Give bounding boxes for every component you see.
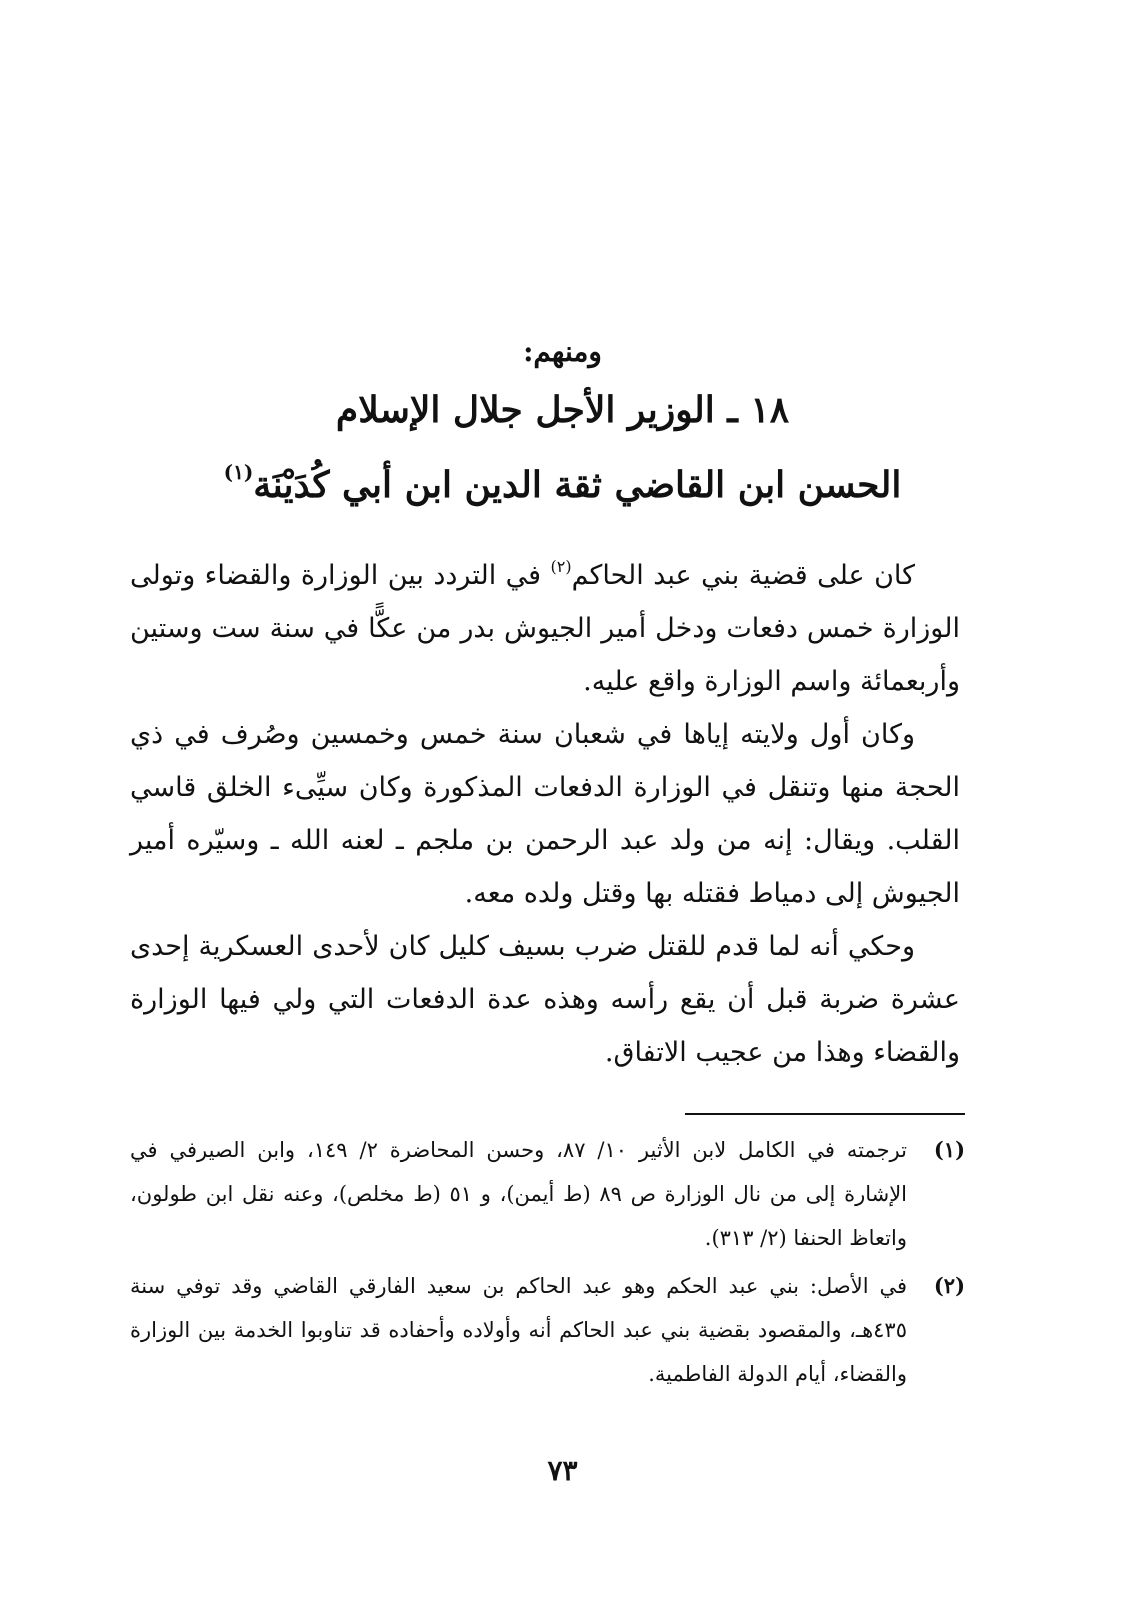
footnote-2 — [130, 1264, 965, 1396]
paragraph-2: وكان أول ولايته إياها في شعبان سنة خمس وخمسين وصُرف في ذي الحجة منها وتنقل في الوزارة الدفعات المذكورة وكان سيِّىء الخلق قاسي القلب. ويقال: إنه من ولد عبد الرحمن بن ملجم ـ لعنه الله ـ وسيّره أمير الجيوش إلى دمياط فقتله بها وقتل ولده معه. — [130, 719, 960, 909]
paragraph-3: وحكي أنه لما قدم للقتل ضرب بسيف كليل كان لأحدى العسكرية إحدى عشرة ضربة قبل أن يقع رأسه وهذه عدة الدفعات التي ولي فيها الوزارة والقضاء وهذا من عجيب الاتفاق. — [130, 931, 960, 1068]
footnote-ref-1: (١) — [223, 460, 254, 484]
paragraph-1-part-a: كان على قضية بني عبد الحاكم — [571, 560, 915, 591]
footnote-2-text: في الأصل: بني عبد الحكم وهو عبد الحاكم بن سعيد الفارقي القاضي وقد توفي سنة ٤٣٥هـ، والمقصود بقضية بني عبد الحاكم أنه وأولاده وأحفاده قد تناوبوا الخدمة بين الوزارة والقضاء، أيام الدولة الفاطمية. — [130, 1274, 907, 1386]
footnote-1 — [130, 1128, 965, 1260]
entry-subtitle — [0, 440, 1125, 517]
footnote-1-text: ترجمته في الكامل لابن الأثير ١٠/ ٨٧، وحسن المحاضرة ٢/ ١٤٩، وابن الصيرفي في الإشارة إلى من نال الوزارة ص ٨٩ (ط أيمن)، و ٥١ (ط مخلص)، وعنه نقل ابن طولون، واتعاظ الحنفا (٢/ ٣١٣). — [130, 1138, 908, 1250]
entry-heading — [0, 330, 1125, 517]
footnote-2-number: (٢) — [933, 1273, 965, 1298]
section-intro: ومنهم: — [523, 335, 602, 368]
entry-subtitle-text: الحسن ابن القاضي ثقة الدين ابن أبي كُدَيْنَة — [253, 464, 902, 506]
entry-title: ١٨ ـ الوزير الأجل جلال الإسلام — [335, 389, 790, 431]
footnotes — [130, 1128, 965, 1400]
footnote-separator — [685, 1113, 965, 1115]
paragraph-1-part-b: في التردد بين الوزارة والقضاء وتولى الوزارة خمس دفعات ودخل أمير الجيوش بدر من عكًّا في سنة ست وستين وأربعمائة واسم الوزارة واقع عليه. — [130, 560, 960, 697]
footnote-ref-2: (٢) — [550, 557, 572, 576]
footnote-1-number: (١) — [933, 1137, 965, 1162]
paragraph-1 — [130, 540, 960, 708]
body-text — [130, 540, 960, 1079]
page-number: ٧٣ — [547, 1454, 578, 1487]
